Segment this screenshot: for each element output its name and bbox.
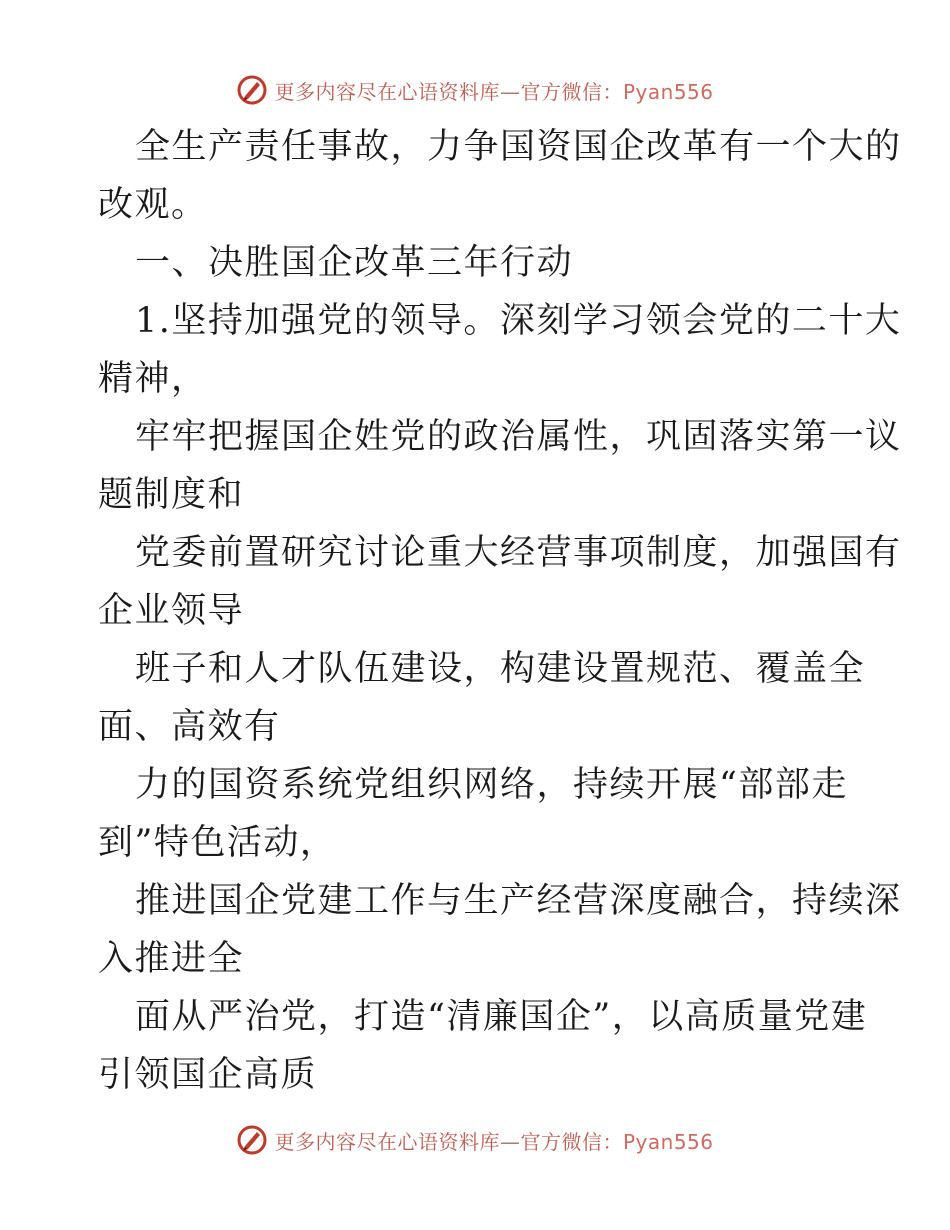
- watermark-dash: —: [499, 1129, 521, 1154]
- text-line: 精神，: [98, 359, 208, 399]
- text-line: 班子和人才队伍建设，构建设置规范、覆盖全: [135, 649, 866, 689]
- text-line: 企业领导: [98, 591, 245, 631]
- text-line: 到”特色活动，: [98, 823, 337, 863]
- text-line: 1.坚持加强党的领导。深刻学习领会党的二十大: [135, 301, 902, 341]
- pen-seal-logo-icon: [236, 1124, 268, 1156]
- document-body: [98, 118, 902, 1104]
- text-line: 面从严治党，打造“清廉国企”，以高质量党建: [135, 997, 868, 1037]
- watermark-id: Pyan556: [622, 79, 714, 104]
- header-watermark: [0, 70, 950, 110]
- text-line: 入推进全: [98, 939, 245, 979]
- text-line: 面、高效有: [98, 707, 281, 747]
- watermark-brand: 更多内容尽在心语资料库: [274, 79, 500, 104]
- watermark-brand: 更多内容尽在心语资料库: [274, 1129, 500, 1154]
- watermark-label: 官方微信：: [520, 1129, 623, 1154]
- text-line: 全生产责任事故，力争国资国企改革有一个大的: [135, 127, 902, 167]
- watermark-dash: —: [499, 79, 521, 104]
- watermark-id: Pyan556: [622, 1129, 714, 1154]
- text-line: 改观。: [98, 185, 208, 225]
- text-line: 一、决胜国企改革三年行动: [135, 243, 574, 283]
- text-line: 推进国企党建工作与生产经营深度融合，持续深: [135, 881, 902, 921]
- watermark-text: [274, 1126, 713, 1155]
- text-line: 题制度和: [98, 475, 245, 515]
- watermark-text: [274, 76, 713, 105]
- text-line: 牢牢把握国企姓党的政治属性，巩固落实第一议: [135, 417, 902, 457]
- footer-watermark: [0, 1120, 950, 1160]
- text-line: 党委前置研究讨论重大经营事项制度，加强国有: [135, 533, 902, 573]
- pen-seal-logo-icon: [236, 74, 268, 106]
- text-line: 力的国资系统党组织网络，持续开展“部部走: [135, 765, 848, 805]
- text-line: 引领国企高质: [98, 1055, 318, 1095]
- watermark-label: 官方微信：: [520, 79, 623, 104]
